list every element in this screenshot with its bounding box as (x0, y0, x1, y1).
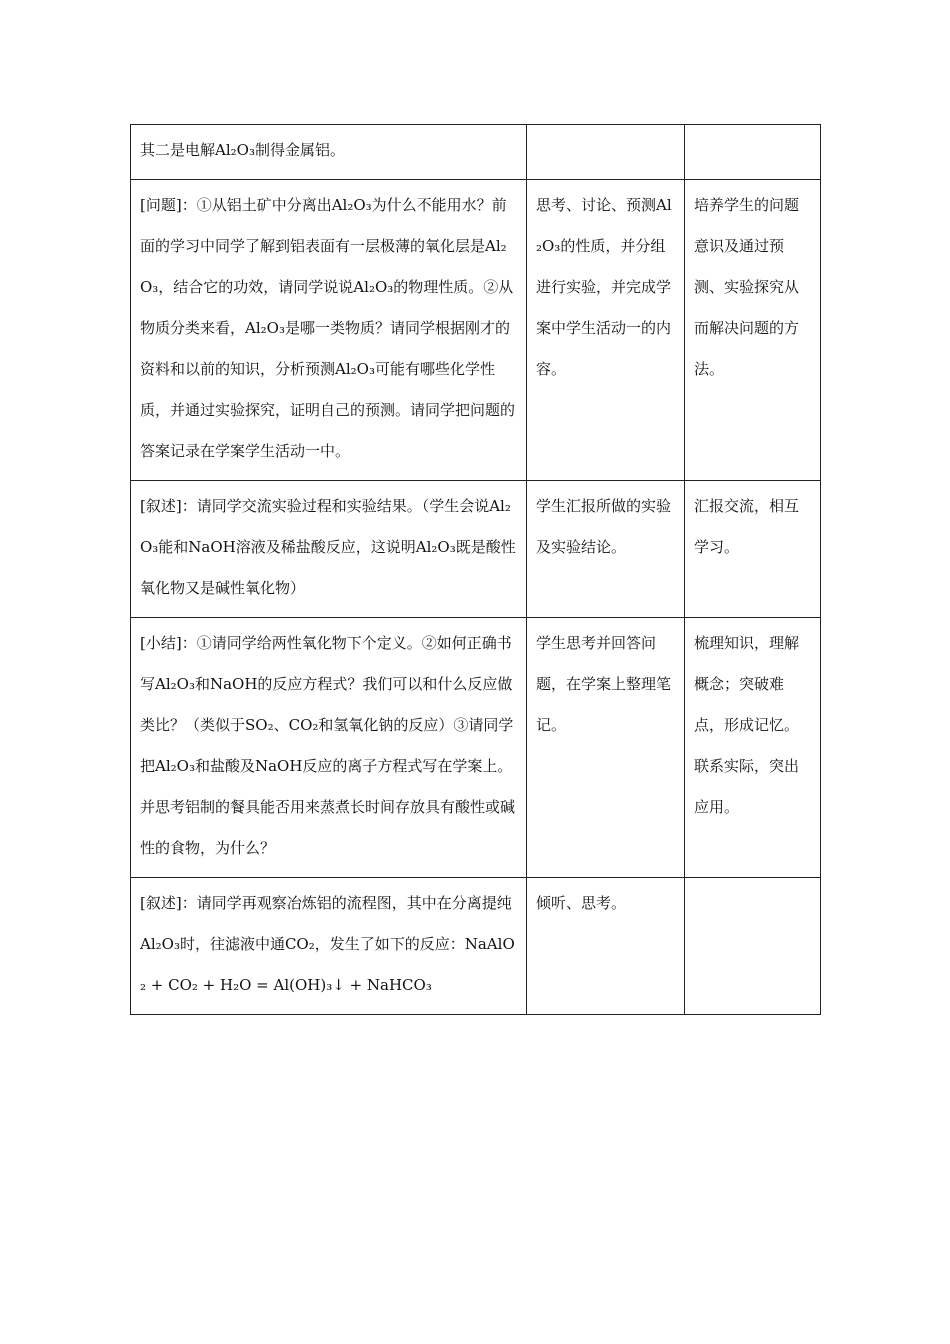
lesson-plan-table (130, 124, 821, 1015)
design-purpose-text: 梳理知识，理解概念；突破难点，形成记忆。联系实际，突出应用。 (694, 634, 800, 816)
design-purpose-cell (685, 618, 821, 878)
teacher-activity-cell (131, 618, 527, 878)
teacher-activity-text: [叙述]：请同学再观察冶炼铝的流程图，其中在分离提纯Al₂O₃时，往滤液中通CO₂，发生了如下的反应：NaAlO₂ + CO₂ + H₂O = Al(OH)₃↓ + NaHCO₃ (140, 894, 515, 994)
student-activity-text: 思考、讨论、预测Al₂O₃的性质，并分组进行实验，并完成学案中学生活动一的内容。 (536, 196, 672, 378)
student-activity-cell (527, 125, 685, 180)
table-row (131, 180, 821, 481)
teacher-activity-cell (131, 878, 527, 1015)
student-activity-cell (527, 481, 685, 618)
student-activity-cell (527, 180, 685, 481)
design-purpose-text: 培养学生的问题意识及通过预测、实验探究从而解决问题的方法。 (694, 196, 800, 378)
design-purpose-cell (685, 180, 821, 481)
table-row (131, 618, 821, 878)
teacher-activity-cell (131, 125, 527, 180)
table-row (131, 878, 821, 1015)
student-activity-cell (527, 618, 685, 878)
table-row (131, 125, 821, 180)
student-activity-text: 学生思考并回答问题，在学案上整理笔记。 (536, 634, 672, 734)
teacher-activity-text: [问题]：①从铝土矿中分离出Al₂O₃为什么不能用水？前面的学习中同学了解到铝表面有一层极薄的氧化层是Al₂O₃，结合它的功效，请同学说说Al₂O₃的物理性质。②从物质分类来看，Al₂O₃是哪一类物质？请同学根据刚才的资料和以前的知识，分析预测Al₂O₃可能有哪些化学性质，并通过实验探究，证明自己的预测。请同学把问题的答案记录在学案学生活动一中。 (140, 196, 516, 460)
teacher-activity-text: [小结]：①请同学给两性氧化物下个定义。②如何正确书写Al₂O₃和NaOH的反应方程式？我们可以和什么反应做类比？（类似于SO₂、CO₂和氢氧化钠的反应）③请同学把Al₂O₃和盐酸及NaOH反应的离子方程式写在学案上。并思考铝制的餐具能否用来蒸煮长时间存放具有酸性或碱性的食物，为什么？ (140, 634, 516, 857)
teacher-activity-text: [叙述]：请同学交流实验过程和实验结果。（学生会说Al₂O₃能和NaOH溶液及稀盐酸反应，这说明Al₂O₃既是酸性氧化物又是碱性氧化物） (140, 497, 516, 597)
design-purpose-cell (685, 481, 821, 618)
teacher-activity-cell (131, 481, 527, 618)
teacher-activity-text: 其二是电解Al₂O₃制得金属铝。 (140, 141, 345, 159)
design-purpose-cell (685, 125, 821, 180)
table-row (131, 481, 821, 618)
design-purpose-text: 汇报交流，相互学习。 (694, 497, 800, 556)
design-purpose-cell (685, 878, 821, 1015)
student-activity-cell (527, 878, 685, 1015)
student-activity-text: 倾听、思考。 (536, 894, 627, 912)
teacher-activity-cell (131, 180, 527, 481)
student-activity-text: 学生汇报所做的实验及实验结论。 (536, 497, 672, 556)
